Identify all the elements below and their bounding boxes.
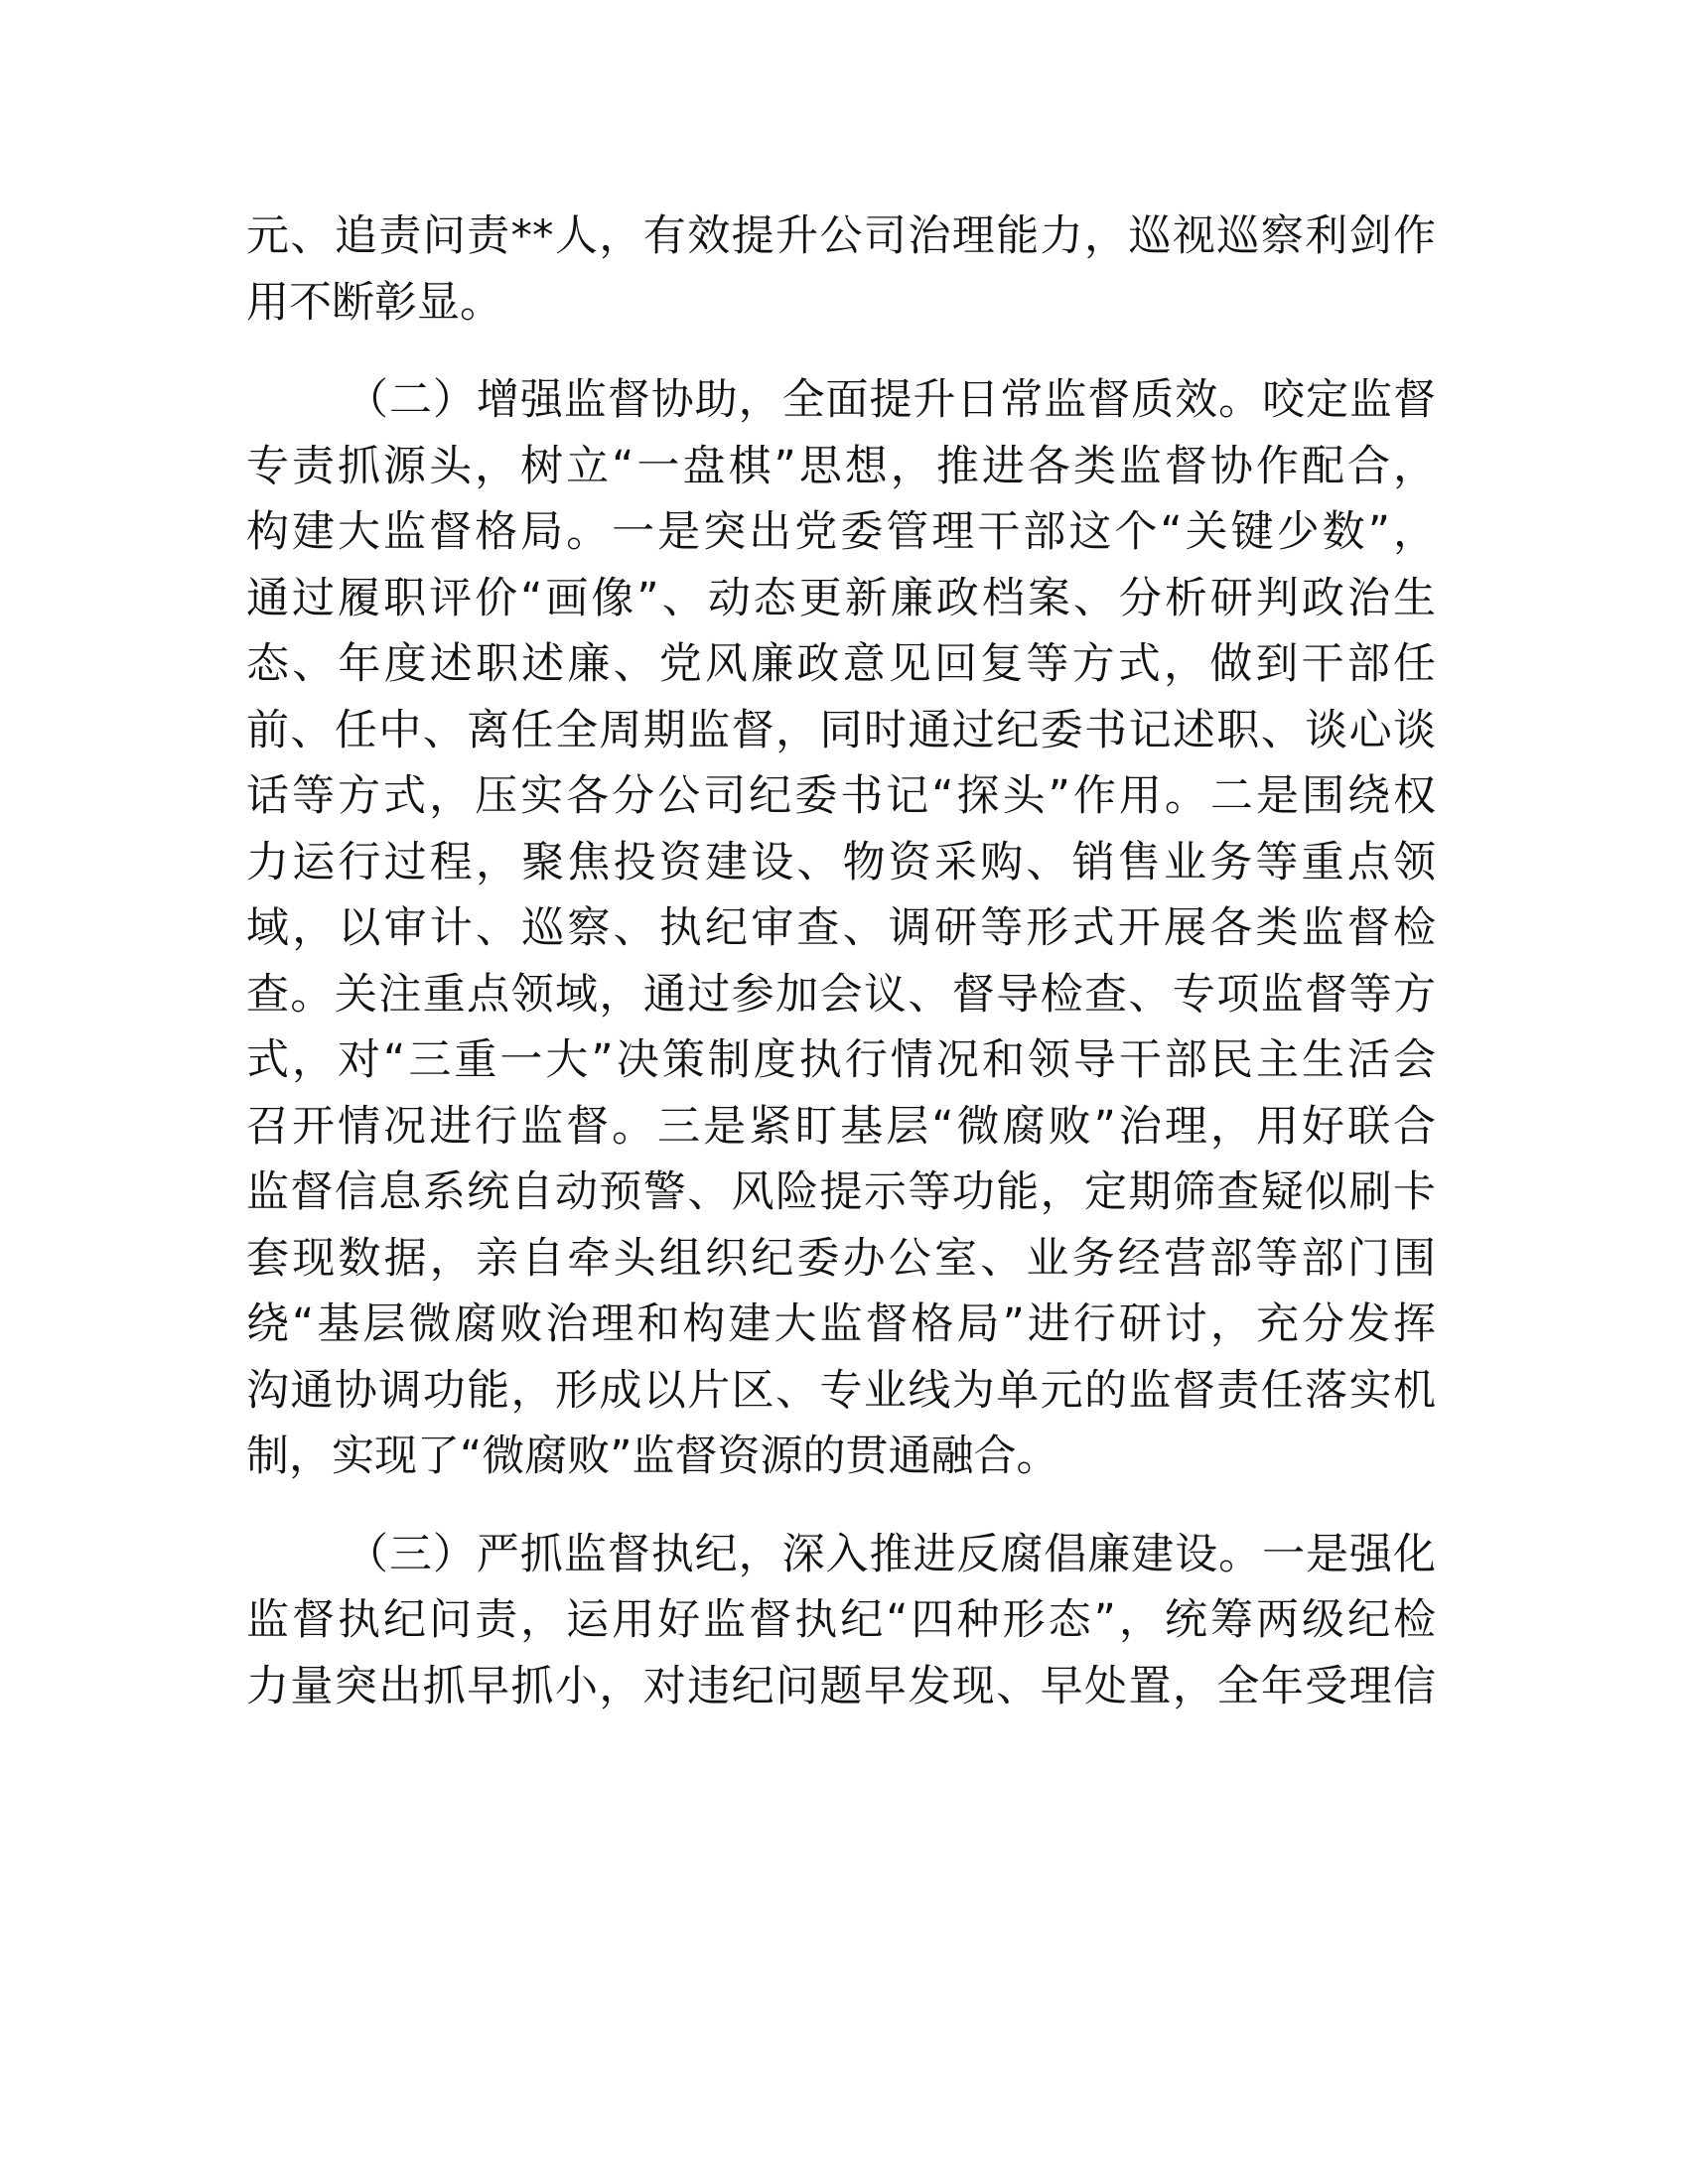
text-line: 沟通协调功能，形成以片区、专业线为单元的监督责任落实机 [246, 1365, 1436, 1416]
text-line: （三）严抓监督执纪，深入推进反腐倡廉建设。一是强化 [346, 1529, 1436, 1579]
paragraph-3 [246, 1522, 1436, 1720]
text-line: 前、任中、离任全周期监督，同时通过纪委书记述职、谈心谈 [246, 705, 1436, 755]
text-line: 式，对“三重一大”决策制度执行情况和领导干部民主生活会 [246, 1035, 1436, 1085]
text-line: 通过履职评价“画像”、动态更新廉政档案、分析研判政治生 [246, 573, 1436, 623]
text-line: （二）增强监督协助，全面提升日常监督质效。咬定监督 [346, 375, 1436, 425]
document-body [246, 204, 1436, 1719]
text-line: 力量突出抓早抓小，对违纪问题早发现、早处置，全年受理信 [246, 1661, 1436, 1711]
text-line: 态、年度述职述廉、党风廉政意见回复等方式，做到干部任 [246, 639, 1436, 689]
text-line: 绕“基层微腐败治理和构建大监督格局”进行研讨，充分发挥 [246, 1299, 1436, 1349]
text-line: 域，以审计、巡察、执纪审查、调研等形式开展各类监督检 [246, 903, 1436, 953]
text-line: 查。关注重点领域，通过参加会议、督导检查、专项监督等方 [246, 969, 1436, 1020]
text-line: 监督执纪问责，运用好监督执纪“四种形态”，统筹两级纪检 [246, 1595, 1436, 1645]
text-line: 话等方式，压实各分公司纪委书记“探头”作用。二是围绕权 [246, 771, 1436, 821]
text-line: 监督信息系统自动预警、风险提示等功能，定期筛查疑似刷卡 [246, 1167, 1436, 1217]
paragraph-2 [246, 367, 1436, 1490]
text-line: 元、追责问责**人，有效提升公司治理能力，巡视巡察利剑作 [246, 211, 1436, 261]
text-line: 用不断彰显。 [246, 277, 502, 328]
text-line: 专责抓源头，树立“一盘棋”思想，推进各类监督协作配合， [246, 441, 1436, 491]
text-line: 力运行过程，聚焦投资建设、物资采购、销售业务等重点领 [246, 837, 1436, 887]
text-line: 套现数据，亲自牵头组织纪委办公室、业务经营部等部门围 [246, 1233, 1436, 1284]
text-line: 制，实现了“微腐败”监督资源的贯通融合。 [246, 1432, 1059, 1481]
text-line: 构建大监督格局。一是突出党委管理干部这个“关键少数”， [246, 507, 1436, 557]
text-line: 召开情况进行监督。三是紧盯基层“微腐败”治理，用好联合 [246, 1101, 1436, 1152]
paragraph-1 [246, 204, 1436, 336]
